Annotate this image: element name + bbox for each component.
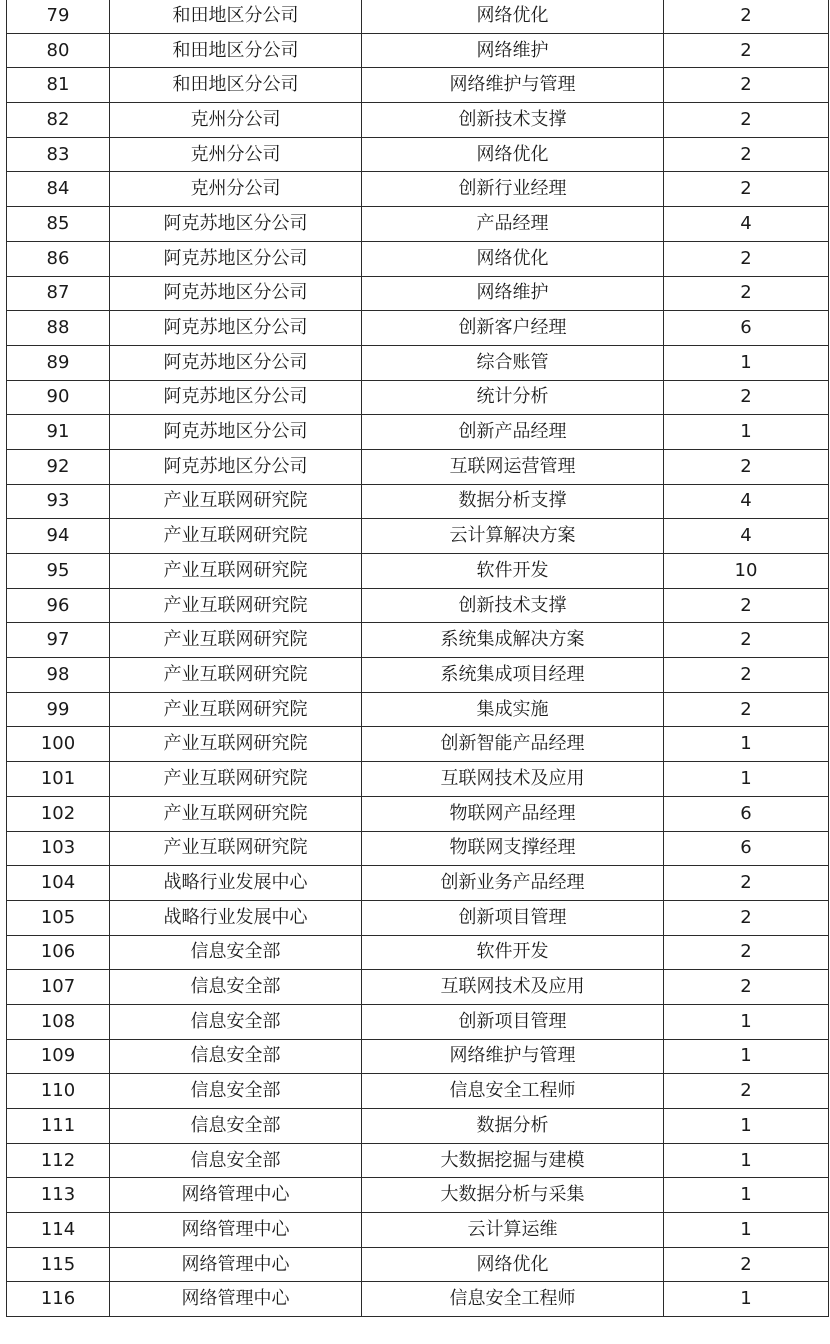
headcount-cell: 1	[664, 345, 829, 380]
headcount-cell: 2	[664, 1247, 829, 1282]
table-body	[7, 0, 829, 1317]
headcount-cell: 6	[664, 311, 829, 346]
row-number-cell: 88	[7, 311, 110, 346]
table-row	[7, 623, 829, 658]
position-name-cell: 网络优化	[362, 137, 664, 172]
unit-name-cell: 信息安全部	[110, 935, 362, 970]
table-row	[7, 935, 829, 970]
position-name-cell: 物联网产品经理	[362, 796, 664, 831]
table-row	[7, 380, 829, 415]
row-number-cell: 107	[7, 970, 110, 1005]
table-row	[7, 588, 829, 623]
headcount-cell: 2	[664, 1074, 829, 1109]
position-name-cell: 创新智能产品经理	[362, 727, 664, 762]
table-row	[7, 345, 829, 380]
row-number-cell: 87	[7, 276, 110, 311]
position-name-cell: 软件开发	[362, 935, 664, 970]
position-name-cell: 网络维护与管理	[362, 68, 664, 103]
row-number-cell: 80	[7, 33, 110, 68]
unit-name-cell: 产业互联网研究院	[110, 588, 362, 623]
position-name-cell: 网络优化	[362, 241, 664, 276]
unit-name-cell: 阿克苏地区分公司	[110, 207, 362, 242]
position-name-cell: 综合账管	[362, 345, 664, 380]
table-row	[7, 1213, 829, 1248]
position-name-cell: 大数据分析与采集	[362, 1178, 664, 1213]
headcount-cell: 2	[664, 241, 829, 276]
position-name-cell: 网络维护	[362, 276, 664, 311]
headcount-cell: 2	[664, 449, 829, 484]
row-number-cell: 83	[7, 137, 110, 172]
position-name-cell: 云计算解决方案	[362, 519, 664, 554]
headcount-cell: 2	[664, 380, 829, 415]
position-name-cell: 系统集成解决方案	[362, 623, 664, 658]
recruitment-table-sheet	[6, 0, 828, 1317]
table-row	[7, 1109, 829, 1144]
unit-name-cell: 阿克苏地区分公司	[110, 345, 362, 380]
position-name-cell: 互联网运营管理	[362, 449, 664, 484]
table-row	[7, 241, 829, 276]
position-name-cell: 数据分析支撑	[362, 484, 664, 519]
unit-name-cell: 产业互联网研究院	[110, 623, 362, 658]
position-name-cell: 创新技术支撑	[362, 103, 664, 138]
row-number-cell: 110	[7, 1074, 110, 1109]
headcount-cell: 1	[664, 1004, 829, 1039]
unit-name-cell: 网络管理中心	[110, 1247, 362, 1282]
headcount-cell: 2	[664, 970, 829, 1005]
row-number-cell: 100	[7, 727, 110, 762]
headcount-cell: 2	[664, 588, 829, 623]
position-name-cell: 云计算运维	[362, 1213, 664, 1248]
position-name-cell: 互联网技术及应用	[362, 762, 664, 797]
table-row	[7, 33, 829, 68]
table-row	[7, 1178, 829, 1213]
position-name-cell: 系统集成项目经理	[362, 658, 664, 693]
unit-name-cell: 信息安全部	[110, 1074, 362, 1109]
row-number-cell: 104	[7, 866, 110, 901]
unit-name-cell: 信息安全部	[110, 970, 362, 1005]
row-number-cell: 113	[7, 1178, 110, 1213]
position-name-cell: 创新客户经理	[362, 311, 664, 346]
headcount-cell: 1	[664, 762, 829, 797]
unit-name-cell: 和田地区分公司	[110, 33, 362, 68]
row-number-cell: 84	[7, 172, 110, 207]
unit-name-cell: 阿克苏地区分公司	[110, 276, 362, 311]
table-row	[7, 276, 829, 311]
headcount-cell: 1	[664, 727, 829, 762]
row-number-cell: 97	[7, 623, 110, 658]
row-number-cell: 82	[7, 103, 110, 138]
headcount-cell: 2	[664, 276, 829, 311]
position-name-cell: 大数据挖掘与建模	[362, 1143, 664, 1178]
unit-name-cell: 产业互联网研究院	[110, 796, 362, 831]
headcount-cell: 4	[664, 519, 829, 554]
table-row	[7, 207, 829, 242]
unit-name-cell: 网络管理中心	[110, 1213, 362, 1248]
table-row	[7, 137, 829, 172]
table-row	[7, 554, 829, 589]
headcount-cell: 6	[664, 831, 829, 866]
position-name-cell: 产品经理	[362, 207, 664, 242]
headcount-cell: 2	[664, 103, 829, 138]
row-number-cell: 94	[7, 519, 110, 554]
position-name-cell: 创新行业经理	[362, 172, 664, 207]
headcount-cell: 10	[664, 554, 829, 589]
row-number-cell: 99	[7, 692, 110, 727]
unit-name-cell: 克州分公司	[110, 137, 362, 172]
row-number-cell: 116	[7, 1282, 110, 1317]
headcount-cell: 2	[664, 623, 829, 658]
table-row	[7, 103, 829, 138]
unit-name-cell: 产业互联网研究院	[110, 831, 362, 866]
unit-name-cell: 信息安全部	[110, 1143, 362, 1178]
row-number-cell: 105	[7, 900, 110, 935]
unit-name-cell: 产业互联网研究院	[110, 762, 362, 797]
row-number-cell: 115	[7, 1247, 110, 1282]
position-name-cell: 创新技术支撑	[362, 588, 664, 623]
position-name-cell: 网络优化	[362, 0, 664, 33]
row-number-cell: 85	[7, 207, 110, 242]
position-name-cell: 创新项目管理	[362, 1004, 664, 1039]
headcount-cell: 2	[664, 658, 829, 693]
position-name-cell: 网络维护与管理	[362, 1039, 664, 1074]
row-number-cell: 106	[7, 935, 110, 970]
position-name-cell: 创新业务产品经理	[362, 866, 664, 901]
table-row	[7, 1282, 829, 1317]
unit-name-cell: 产业互联网研究院	[110, 692, 362, 727]
position-name-cell: 软件开发	[362, 554, 664, 589]
row-number-cell: 95	[7, 554, 110, 589]
position-name-cell: 集成实施	[362, 692, 664, 727]
row-number-cell: 101	[7, 762, 110, 797]
table-row	[7, 311, 829, 346]
row-number-cell: 86	[7, 241, 110, 276]
unit-name-cell: 产业互联网研究院	[110, 727, 362, 762]
position-name-cell: 网络维护	[362, 33, 664, 68]
position-name-cell: 创新项目管理	[362, 900, 664, 935]
table-row	[7, 68, 829, 103]
headcount-cell: 1	[664, 1213, 829, 1248]
unit-name-cell: 阿克苏地区分公司	[110, 449, 362, 484]
unit-name-cell: 克州分公司	[110, 103, 362, 138]
headcount-cell: 1	[664, 415, 829, 450]
headcount-cell: 2	[664, 900, 829, 935]
table-row	[7, 1004, 829, 1039]
unit-name-cell: 克州分公司	[110, 172, 362, 207]
headcount-cell: 4	[664, 484, 829, 519]
table-row	[7, 658, 829, 693]
unit-name-cell: 和田地区分公司	[110, 68, 362, 103]
headcount-cell: 1	[664, 1109, 829, 1144]
table-row	[7, 449, 829, 484]
headcount-cell: 2	[664, 172, 829, 207]
unit-name-cell: 阿克苏地区分公司	[110, 241, 362, 276]
headcount-cell: 2	[664, 0, 829, 33]
row-number-cell: 89	[7, 345, 110, 380]
table-row	[7, 796, 829, 831]
unit-name-cell: 网络管理中心	[110, 1178, 362, 1213]
row-number-cell: 103	[7, 831, 110, 866]
row-number-cell: 112	[7, 1143, 110, 1178]
headcount-cell: 1	[664, 1178, 829, 1213]
headcount-cell: 2	[664, 692, 829, 727]
row-number-cell: 111	[7, 1109, 110, 1144]
row-number-cell: 91	[7, 415, 110, 450]
row-number-cell: 96	[7, 588, 110, 623]
row-number-cell: 108	[7, 1004, 110, 1039]
position-name-cell: 数据分析	[362, 1109, 664, 1144]
headcount-cell: 2	[664, 935, 829, 970]
position-name-cell: 物联网支撑经理	[362, 831, 664, 866]
table-row	[7, 727, 829, 762]
unit-name-cell: 信息安全部	[110, 1004, 362, 1039]
position-name-cell: 创新产品经理	[362, 415, 664, 450]
unit-name-cell: 战略行业发展中心	[110, 866, 362, 901]
unit-name-cell: 产业互联网研究院	[110, 658, 362, 693]
table-row	[7, 172, 829, 207]
table-row	[7, 484, 829, 519]
unit-name-cell: 阿克苏地区分公司	[110, 415, 362, 450]
unit-name-cell: 网络管理中心	[110, 1282, 362, 1317]
unit-name-cell: 和田地区分公司	[110, 0, 362, 33]
table-row	[7, 1039, 829, 1074]
table-row	[7, 762, 829, 797]
row-number-cell: 79	[7, 0, 110, 33]
headcount-cell: 2	[664, 68, 829, 103]
position-name-cell: 信息安全工程师	[362, 1282, 664, 1317]
table-row	[7, 415, 829, 450]
headcount-cell: 1	[664, 1143, 829, 1178]
row-number-cell: 92	[7, 449, 110, 484]
headcount-cell: 6	[664, 796, 829, 831]
row-number-cell: 98	[7, 658, 110, 693]
headcount-cell: 2	[664, 137, 829, 172]
row-number-cell: 81	[7, 68, 110, 103]
table-row	[7, 1074, 829, 1109]
unit-name-cell: 信息安全部	[110, 1109, 362, 1144]
row-number-cell: 90	[7, 380, 110, 415]
headcount-cell: 2	[664, 33, 829, 68]
position-name-cell: 互联网技术及应用	[362, 970, 664, 1005]
headcount-cell: 1	[664, 1039, 829, 1074]
table-row	[7, 1143, 829, 1178]
unit-name-cell: 产业互联网研究院	[110, 519, 362, 554]
unit-name-cell: 阿克苏地区分公司	[110, 380, 362, 415]
row-number-cell: 114	[7, 1213, 110, 1248]
headcount-cell: 2	[664, 866, 829, 901]
table-row	[7, 866, 829, 901]
table-row	[7, 831, 829, 866]
position-name-cell: 网络优化	[362, 1247, 664, 1282]
table-row	[7, 692, 829, 727]
row-number-cell: 102	[7, 796, 110, 831]
unit-name-cell: 产业互联网研究院	[110, 554, 362, 589]
table-row	[7, 900, 829, 935]
table-row	[7, 0, 829, 33]
headcount-cell: 1	[664, 1282, 829, 1317]
position-name-cell: 信息安全工程师	[362, 1074, 664, 1109]
position-name-cell: 统计分析	[362, 380, 664, 415]
table-row	[7, 1247, 829, 1282]
unit-name-cell: 信息安全部	[110, 1039, 362, 1074]
unit-name-cell: 产业互联网研究院	[110, 484, 362, 519]
row-number-cell: 109	[7, 1039, 110, 1074]
recruitment-table	[6, 0, 829, 1317]
headcount-cell: 4	[664, 207, 829, 242]
unit-name-cell: 战略行业发展中心	[110, 900, 362, 935]
table-row	[7, 519, 829, 554]
table-row	[7, 970, 829, 1005]
unit-name-cell: 阿克苏地区分公司	[110, 311, 362, 346]
row-number-cell: 93	[7, 484, 110, 519]
